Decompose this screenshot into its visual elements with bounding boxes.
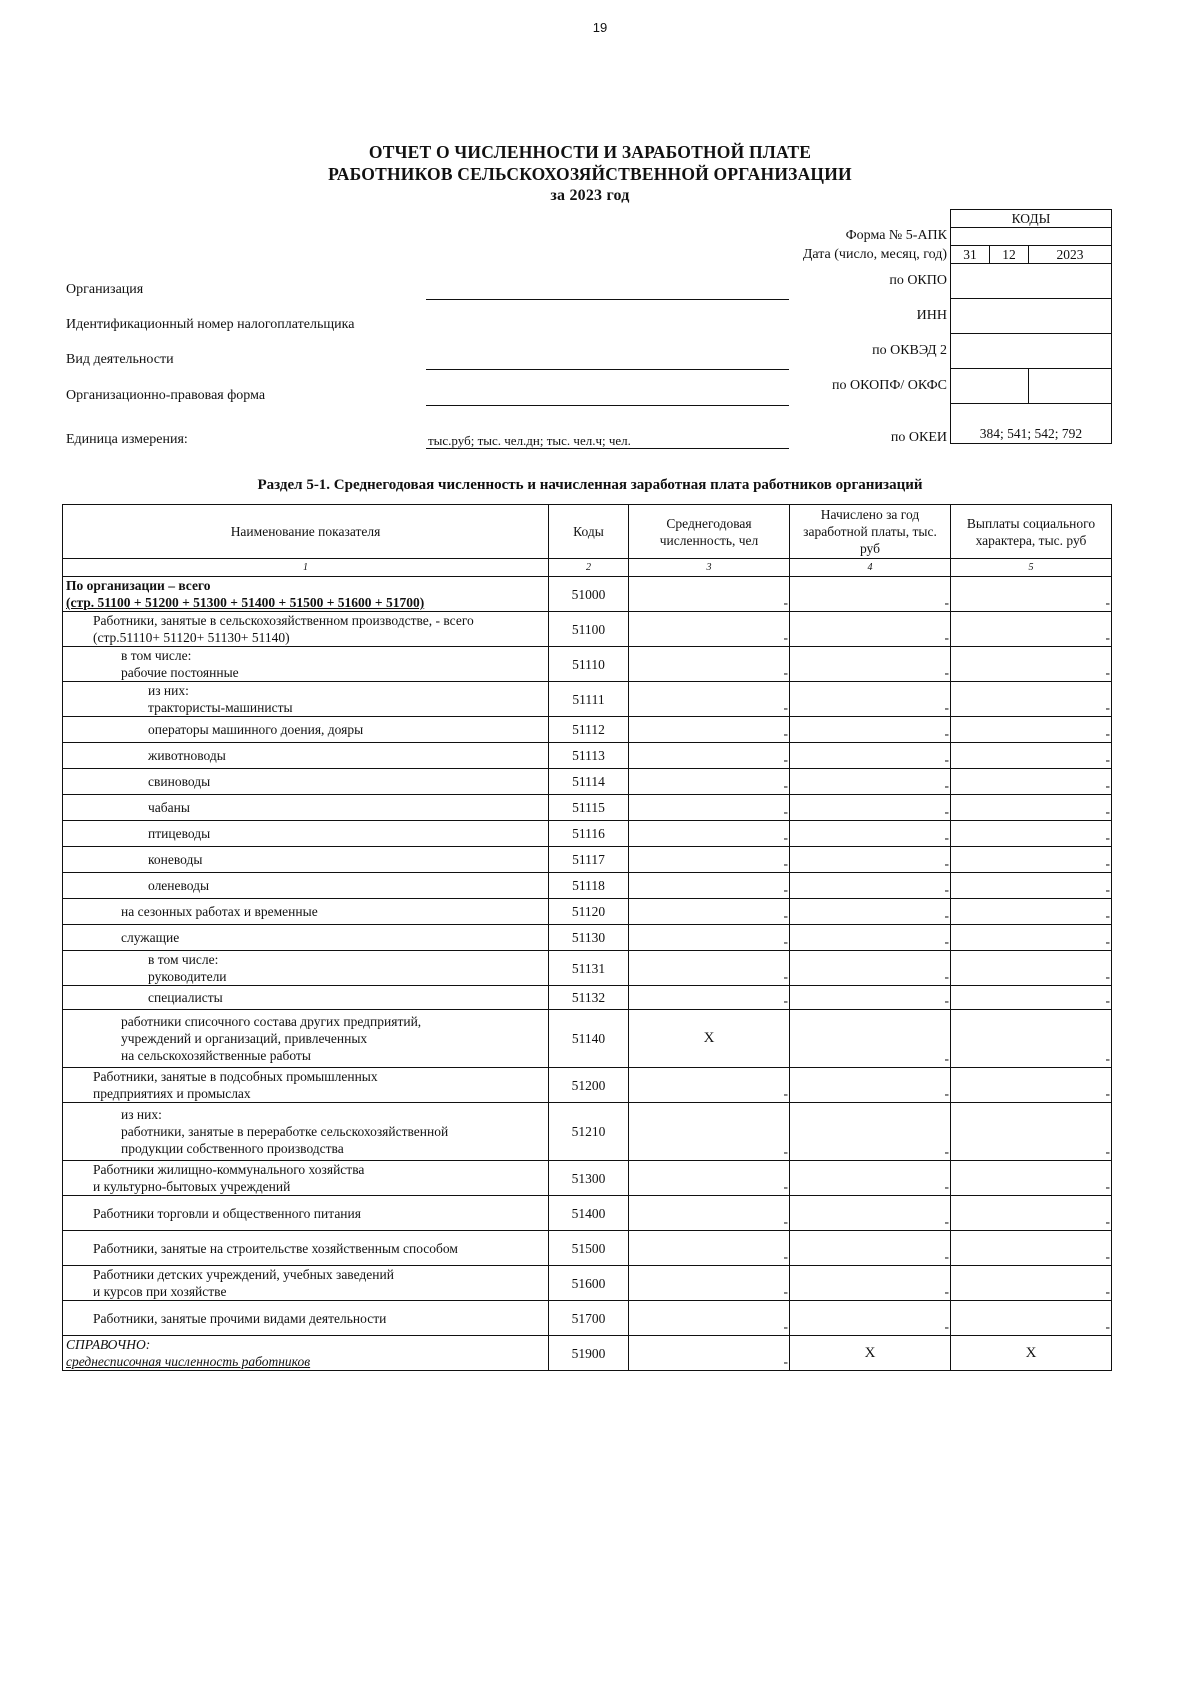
row-code: 51116 — [549, 821, 629, 847]
value-cell — [629, 951, 790, 986]
row-code: 51114 — [549, 769, 629, 795]
empty-value-dash: - — [1105, 882, 1110, 897]
row-code: 51400 — [549, 1196, 629, 1231]
row-label-line: оленеводы — [148, 878, 210, 893]
main-table — [62, 504, 1112, 1371]
row-label — [63, 647, 549, 682]
value-cell — [629, 743, 790, 769]
row-label — [63, 1231, 549, 1266]
row-label-line: Работники, занятые в подсобных промышленных — [93, 1069, 378, 1084]
row-label — [63, 682, 549, 717]
value-cell — [790, 1231, 951, 1266]
value-cell — [790, 847, 951, 873]
row-label-line: продукции собственного производства — [121, 1141, 344, 1156]
value-cell — [951, 821, 1112, 847]
value-cell — [790, 1161, 951, 1196]
date-label: Дата (число, месяц, год) — [802, 247, 947, 262]
value-cell — [790, 717, 951, 743]
row-code: 51111 — [549, 682, 629, 717]
table-row — [63, 899, 1112, 925]
value-cell — [629, 1336, 790, 1371]
value-cell — [790, 577, 951, 612]
row-label — [63, 986, 549, 1010]
row-label-line: СПРАВОЧНО: — [66, 1337, 151, 1352]
empty-value-dash: - — [1105, 830, 1110, 845]
value-cell — [951, 769, 1112, 795]
empty-value-dash: - — [783, 1179, 788, 1194]
empty-value-dash: - — [783, 993, 788, 1008]
row-label-line: среднесписочная численность работников — [66, 1354, 311, 1369]
row-label-line: операторы машинного доения, дояры — [148, 722, 364, 737]
empty-value-dash: - — [944, 778, 949, 793]
report-title-year: за 2023 год — [550, 187, 630, 204]
report-title-line2: РАБОТНИКОВ СЕЛЬСКОХОЗЯЙСТВЕННОЙ ОРГАНИЗАЦИИ — [328, 164, 852, 184]
col-number-5: 5 — [951, 559, 1112, 577]
row-label-line: работники, занятые в переработке сельскохозяйственной — [121, 1124, 449, 1139]
empty-value-dash: - — [944, 969, 949, 984]
row-label-line: из них: — [121, 1107, 162, 1122]
value-cell — [629, 847, 790, 873]
row-code: 51131 — [549, 951, 629, 986]
legal-form-label: Организационно-правовая форма — [66, 388, 266, 403]
empty-value-dash: - — [1105, 700, 1110, 715]
empty-value-dash: - — [783, 969, 788, 984]
empty-value-dash: - — [944, 700, 949, 715]
row-label-line: руководители — [148, 969, 227, 984]
value-cell — [629, 1196, 790, 1231]
row-label-line: трактористы-машинисты — [148, 700, 293, 715]
value-cell — [951, 873, 1112, 899]
empty-value-dash: - — [944, 595, 949, 610]
inn-cell — [951, 299, 1112, 334]
row-code: 51600 — [549, 1266, 629, 1301]
value-cell — [629, 873, 790, 899]
row-code: 51115 — [549, 795, 629, 821]
empty-value-dash: - — [1105, 856, 1110, 871]
value-cell — [629, 986, 790, 1010]
value-cell — [629, 1231, 790, 1266]
row-label-line: (стр. 51100 + 51200 + 51300 + 51400 + 51500 + 51600 + 51700) — [66, 595, 425, 610]
row-label-line: По организации – всего — [66, 578, 211, 593]
value-cell — [790, 925, 951, 951]
form-code-cell — [951, 228, 1112, 246]
row-label — [63, 847, 549, 873]
value-cell — [629, 795, 790, 821]
empty-value-dash: - — [944, 1086, 949, 1101]
x-mark: X — [790, 1336, 951, 1371]
empty-value-dash: - — [783, 1284, 788, 1299]
form-label: Форма № 5-АПК — [845, 228, 947, 243]
legal-form-field — [426, 405, 789, 406]
row-label-line: животноводы — [148, 748, 226, 763]
codes-table — [950, 209, 1112, 444]
row-label-line: из них: — [148, 683, 189, 698]
header-name: Наименование показателя — [63, 505, 549, 559]
table-row — [63, 647, 1112, 682]
empty-value-dash: - — [1105, 908, 1110, 923]
value-cell — [629, 1103, 790, 1161]
row-label-line: на сельскохозяйственные работы — [121, 1048, 311, 1063]
x-mark: X — [951, 1336, 1112, 1371]
row-label — [63, 821, 549, 847]
row-label-line: Работники торговли и общественного питания — [93, 1205, 361, 1221]
activity-field — [426, 369, 789, 370]
empty-value-dash: - — [1105, 630, 1110, 645]
table-row — [63, 1196, 1112, 1231]
row-code: 51120 — [549, 899, 629, 925]
empty-value-dash: - — [944, 665, 949, 680]
row-label-line: и курсов при хозяйстве — [93, 1284, 227, 1299]
row-code: 51200 — [549, 1068, 629, 1103]
value-cell — [951, 743, 1112, 769]
value-cell — [629, 925, 790, 951]
col-number-1: 1 — [63, 559, 549, 577]
row-label-line: специалисты — [148, 990, 223, 1005]
empty-value-dash: - — [783, 1214, 788, 1229]
empty-value-dash: - — [1105, 1249, 1110, 1264]
row-label — [63, 951, 549, 986]
empty-value-dash: - — [783, 804, 788, 819]
table-row — [63, 847, 1112, 873]
table-row — [63, 1103, 1112, 1161]
row-code: 51112 — [549, 717, 629, 743]
row-label-line: птицеводы — [148, 826, 211, 841]
empty-value-dash: - — [783, 856, 788, 871]
organization-field — [426, 299, 789, 300]
empty-value-dash: - — [944, 752, 949, 767]
table-row — [63, 986, 1112, 1010]
empty-value-dash: - — [944, 908, 949, 923]
value-cell — [790, 951, 951, 986]
col-number-4: 4 — [790, 559, 951, 577]
row-code: 51210 — [549, 1103, 629, 1161]
value-cell — [629, 1068, 790, 1103]
empty-value-dash: - — [783, 1319, 788, 1334]
empty-value-dash: - — [783, 595, 788, 610]
report-title-line1: ОТЧЕТ О ЧИСЛЕННОСТИ И ЗАРАБОТНОЙ ПЛАТЕ — [368, 142, 812, 162]
row-label-line: в том числе: — [148, 952, 219, 967]
value-cell — [629, 899, 790, 925]
empty-value-dash: - — [1105, 726, 1110, 741]
empty-value-dash: - — [783, 665, 788, 680]
row-label — [63, 1068, 549, 1103]
header-social: Выплаты социального характера, тыс. руб — [951, 505, 1112, 559]
value-cell — [790, 682, 951, 717]
empty-value-dash: - — [783, 778, 788, 793]
value-cell — [790, 612, 951, 647]
unit-field — [426, 448, 789, 449]
value-cell — [790, 795, 951, 821]
row-label-line: работники списочного состава других предприятий, — [121, 1014, 422, 1029]
value-cell — [629, 577, 790, 612]
value-cell — [951, 899, 1112, 925]
value-cell — [951, 1010, 1112, 1068]
value-cell — [951, 1196, 1112, 1231]
row-label — [63, 1103, 549, 1161]
okei-label: по ОКЕИ — [890, 430, 947, 445]
date-year: 2023 — [1029, 246, 1112, 264]
empty-value-dash: - — [944, 1051, 949, 1066]
value-cell — [951, 682, 1112, 717]
value-cell — [951, 647, 1112, 682]
value-cell — [951, 577, 1112, 612]
value-cell — [951, 925, 1112, 951]
row-label-line: и культурно-бытовых учреждений — [93, 1179, 291, 1194]
table-row — [63, 612, 1112, 647]
row-label-line: свиноводы — [148, 774, 211, 789]
row-code: 51140 — [549, 1010, 629, 1068]
inn-label: ИНН — [916, 308, 947, 323]
value-cell — [790, 1266, 951, 1301]
empty-value-dash: - — [1105, 1179, 1110, 1194]
table-row — [63, 577, 1112, 612]
row-label-line: на сезонных работах и временные — [121, 904, 318, 919]
table-row — [63, 1068, 1112, 1103]
empty-value-dash: - — [783, 908, 788, 923]
value-cell — [790, 743, 951, 769]
empty-value-dash: - — [783, 700, 788, 715]
value-cell — [629, 1266, 790, 1301]
value-cell — [790, 647, 951, 682]
empty-value-dash: - — [944, 1214, 949, 1229]
table-row — [63, 682, 1112, 717]
table-row — [63, 1231, 1112, 1266]
row-label — [63, 743, 549, 769]
row-code: 51700 — [549, 1301, 629, 1336]
value-cell — [629, 769, 790, 795]
empty-value-dash: - — [944, 934, 949, 949]
okpo-label: по ОКПО — [889, 273, 947, 288]
value-cell — [629, 682, 790, 717]
row-label — [63, 1010, 549, 1068]
row-code: 51500 — [549, 1231, 629, 1266]
row-code: 51118 — [549, 873, 629, 899]
header-code: Коды — [549, 505, 629, 559]
row-label-line: учреждений и организаций, привлеченных — [121, 1031, 368, 1046]
empty-value-dash: - — [783, 1249, 788, 1264]
table-row — [63, 1301, 1112, 1336]
table-row — [63, 769, 1112, 795]
empty-value-dash: - — [783, 830, 788, 845]
empty-value-dash: - — [1105, 595, 1110, 610]
row-label — [63, 899, 549, 925]
value-cell — [951, 795, 1112, 821]
empty-value-dash: - — [783, 726, 788, 741]
empty-value-dash: - — [944, 856, 949, 871]
row-label — [63, 1266, 549, 1301]
row-label-line: предприятиях и промыслах — [93, 1086, 251, 1101]
row-code: 51110 — [549, 647, 629, 682]
table-row — [63, 821, 1112, 847]
empty-value-dash: - — [1105, 1214, 1110, 1229]
date-month: 12 — [990, 246, 1029, 264]
okved-cell — [951, 334, 1112, 369]
value-cell — [951, 1266, 1112, 1301]
empty-value-dash: - — [1105, 993, 1110, 1008]
value-cell — [951, 717, 1112, 743]
header-wages: Начислено за год заработной платы, тыс. руб — [790, 505, 951, 559]
value-cell — [790, 1010, 951, 1068]
date-day: 31 — [951, 246, 990, 264]
table-row — [63, 1266, 1112, 1301]
row-label-line: служащие — [121, 930, 180, 945]
row-label-line: Работники жилищно-коммунального хозяйства — [93, 1162, 365, 1177]
value-cell — [951, 847, 1112, 873]
col-number-2: 2 — [549, 559, 629, 577]
row-label — [63, 769, 549, 795]
row-code: 51132 — [549, 986, 629, 1010]
value-cell — [629, 821, 790, 847]
empty-value-dash: - — [783, 1354, 788, 1369]
row-label-line: Работники, занятые в сельскохозяйственном производстве, - всего — [93, 613, 474, 628]
okpo-cell — [951, 264, 1112, 299]
value-cell — [629, 1301, 790, 1336]
empty-value-dash: - — [944, 804, 949, 819]
table-row — [63, 743, 1112, 769]
row-label — [63, 577, 549, 612]
row-code: 51117 — [549, 847, 629, 873]
empty-value-dash: - — [944, 882, 949, 897]
table-row — [63, 1161, 1112, 1196]
header-avg: Среднегодовая численность, чел — [629, 505, 790, 559]
empty-value-dash: - — [944, 1319, 949, 1334]
okfs-cell — [1029, 369, 1112, 404]
section-title: Раздел 5-1. Среднегодовая численность и начисленная заработная плата работников организаций — [257, 477, 923, 493]
empty-value-dash: - — [783, 882, 788, 897]
value-cell — [790, 873, 951, 899]
value-cell — [790, 899, 951, 925]
empty-value-dash: - — [1105, 934, 1110, 949]
row-code: 51300 — [549, 1161, 629, 1196]
empty-value-dash: - — [783, 934, 788, 949]
value-cell — [790, 1196, 951, 1231]
value-cell — [951, 951, 1112, 986]
value-cell — [951, 1161, 1112, 1196]
organization-label: Организация — [66, 282, 144, 297]
row-label-line: Работники, занятые на строительстве хозяйственным способом — [93, 1240, 458, 1256]
codes-header: КОДЫ — [951, 210, 1112, 228]
okved-label: по ОКВЭД 2 — [872, 343, 947, 358]
table-row — [63, 1336, 1112, 1371]
empty-value-dash: - — [944, 1284, 949, 1299]
row-code: 51000 — [549, 577, 629, 612]
table-row — [63, 951, 1112, 986]
empty-value-dash: - — [1105, 1051, 1110, 1066]
value-cell — [629, 612, 790, 647]
value-cell — [629, 717, 790, 743]
row-code: 51900 — [549, 1336, 629, 1371]
value-cell — [629, 1161, 790, 1196]
row-label-line: рабочие постоянные — [121, 665, 239, 680]
value-cell — [951, 1231, 1112, 1266]
row-label-line: Работники детских учреждений, учебных заведений — [93, 1267, 394, 1282]
inn-field-label: Идентификационный номер налогоплательщика — [66, 317, 355, 332]
value-cell — [790, 1103, 951, 1161]
row-label — [63, 612, 549, 647]
empty-value-dash: - — [783, 630, 788, 645]
value-cell — [629, 647, 790, 682]
value-cell — [790, 986, 951, 1010]
value-cell — [790, 1068, 951, 1103]
empty-value-dash: - — [783, 1086, 788, 1101]
row-label-line: Работники, занятые прочими видами деятельности — [93, 1310, 387, 1326]
empty-value-dash: - — [783, 752, 788, 767]
row-label — [63, 1301, 549, 1336]
empty-value-dash: - — [944, 726, 949, 741]
unit-value: тыс.руб; тыс. чел.дн; тыс. чел.ч; чел. — [428, 433, 631, 448]
row-label — [63, 1336, 549, 1371]
value-cell — [790, 1301, 951, 1336]
empty-value-dash: - — [1105, 778, 1110, 793]
value-cell — [790, 821, 951, 847]
empty-value-dash: - — [944, 1144, 949, 1159]
table-row — [63, 717, 1112, 743]
empty-value-dash: - — [1105, 969, 1110, 984]
empty-value-dash: - — [1105, 665, 1110, 680]
row-label — [63, 1161, 549, 1196]
empty-value-dash: - — [944, 993, 949, 1008]
row-code: 51130 — [549, 925, 629, 951]
row-label — [63, 795, 549, 821]
table-row — [63, 1010, 1112, 1068]
empty-value-dash: - — [1105, 1144, 1110, 1159]
row-code: 51100 — [549, 612, 629, 647]
value-cell — [951, 1301, 1112, 1336]
row-code: 51113 — [549, 743, 629, 769]
empty-value-dash: - — [944, 1179, 949, 1194]
empty-value-dash: - — [944, 1249, 949, 1264]
empty-value-dash: - — [1105, 1086, 1110, 1101]
empty-value-dash: - — [1105, 1319, 1110, 1334]
value-cell — [951, 1068, 1112, 1103]
empty-value-dash: - — [1105, 804, 1110, 819]
row-label — [63, 717, 549, 743]
row-label-line: (стр.51110+ 51120+ 51130+ 51140) — [93, 630, 290, 645]
value-cell — [951, 1103, 1112, 1161]
x-mark: X — [629, 1010, 790, 1068]
unit-label: Единица измерения: — [66, 432, 188, 447]
value-cell — [790, 769, 951, 795]
empty-value-dash: - — [944, 830, 949, 845]
okopf-label: по ОКОПФ/ ОКФС — [832, 378, 947, 393]
table-row — [63, 925, 1112, 951]
empty-value-dash: - — [944, 630, 949, 645]
value-cell — [951, 986, 1112, 1010]
value-cell — [951, 612, 1112, 647]
row-label-line: чабаны — [148, 800, 190, 815]
empty-value-dash: - — [1105, 1284, 1110, 1299]
row-label-line: коневоды — [148, 852, 203, 867]
table-row — [63, 795, 1112, 821]
empty-value-dash: - — [1105, 752, 1110, 767]
okei-value: 384; 541; 542; 792 — [951, 404, 1112, 444]
activity-label: Вид деятельности — [66, 352, 174, 367]
okopf-cell — [951, 369, 1029, 404]
row-label — [63, 925, 549, 951]
table-row — [63, 873, 1112, 899]
row-label-line: в том числе: — [121, 648, 192, 663]
row-label — [63, 1196, 549, 1231]
empty-value-dash: - — [783, 1144, 788, 1159]
page-number: 19 — [592, 20, 608, 35]
row-label — [63, 873, 549, 899]
col-number-3: 3 — [629, 559, 790, 577]
